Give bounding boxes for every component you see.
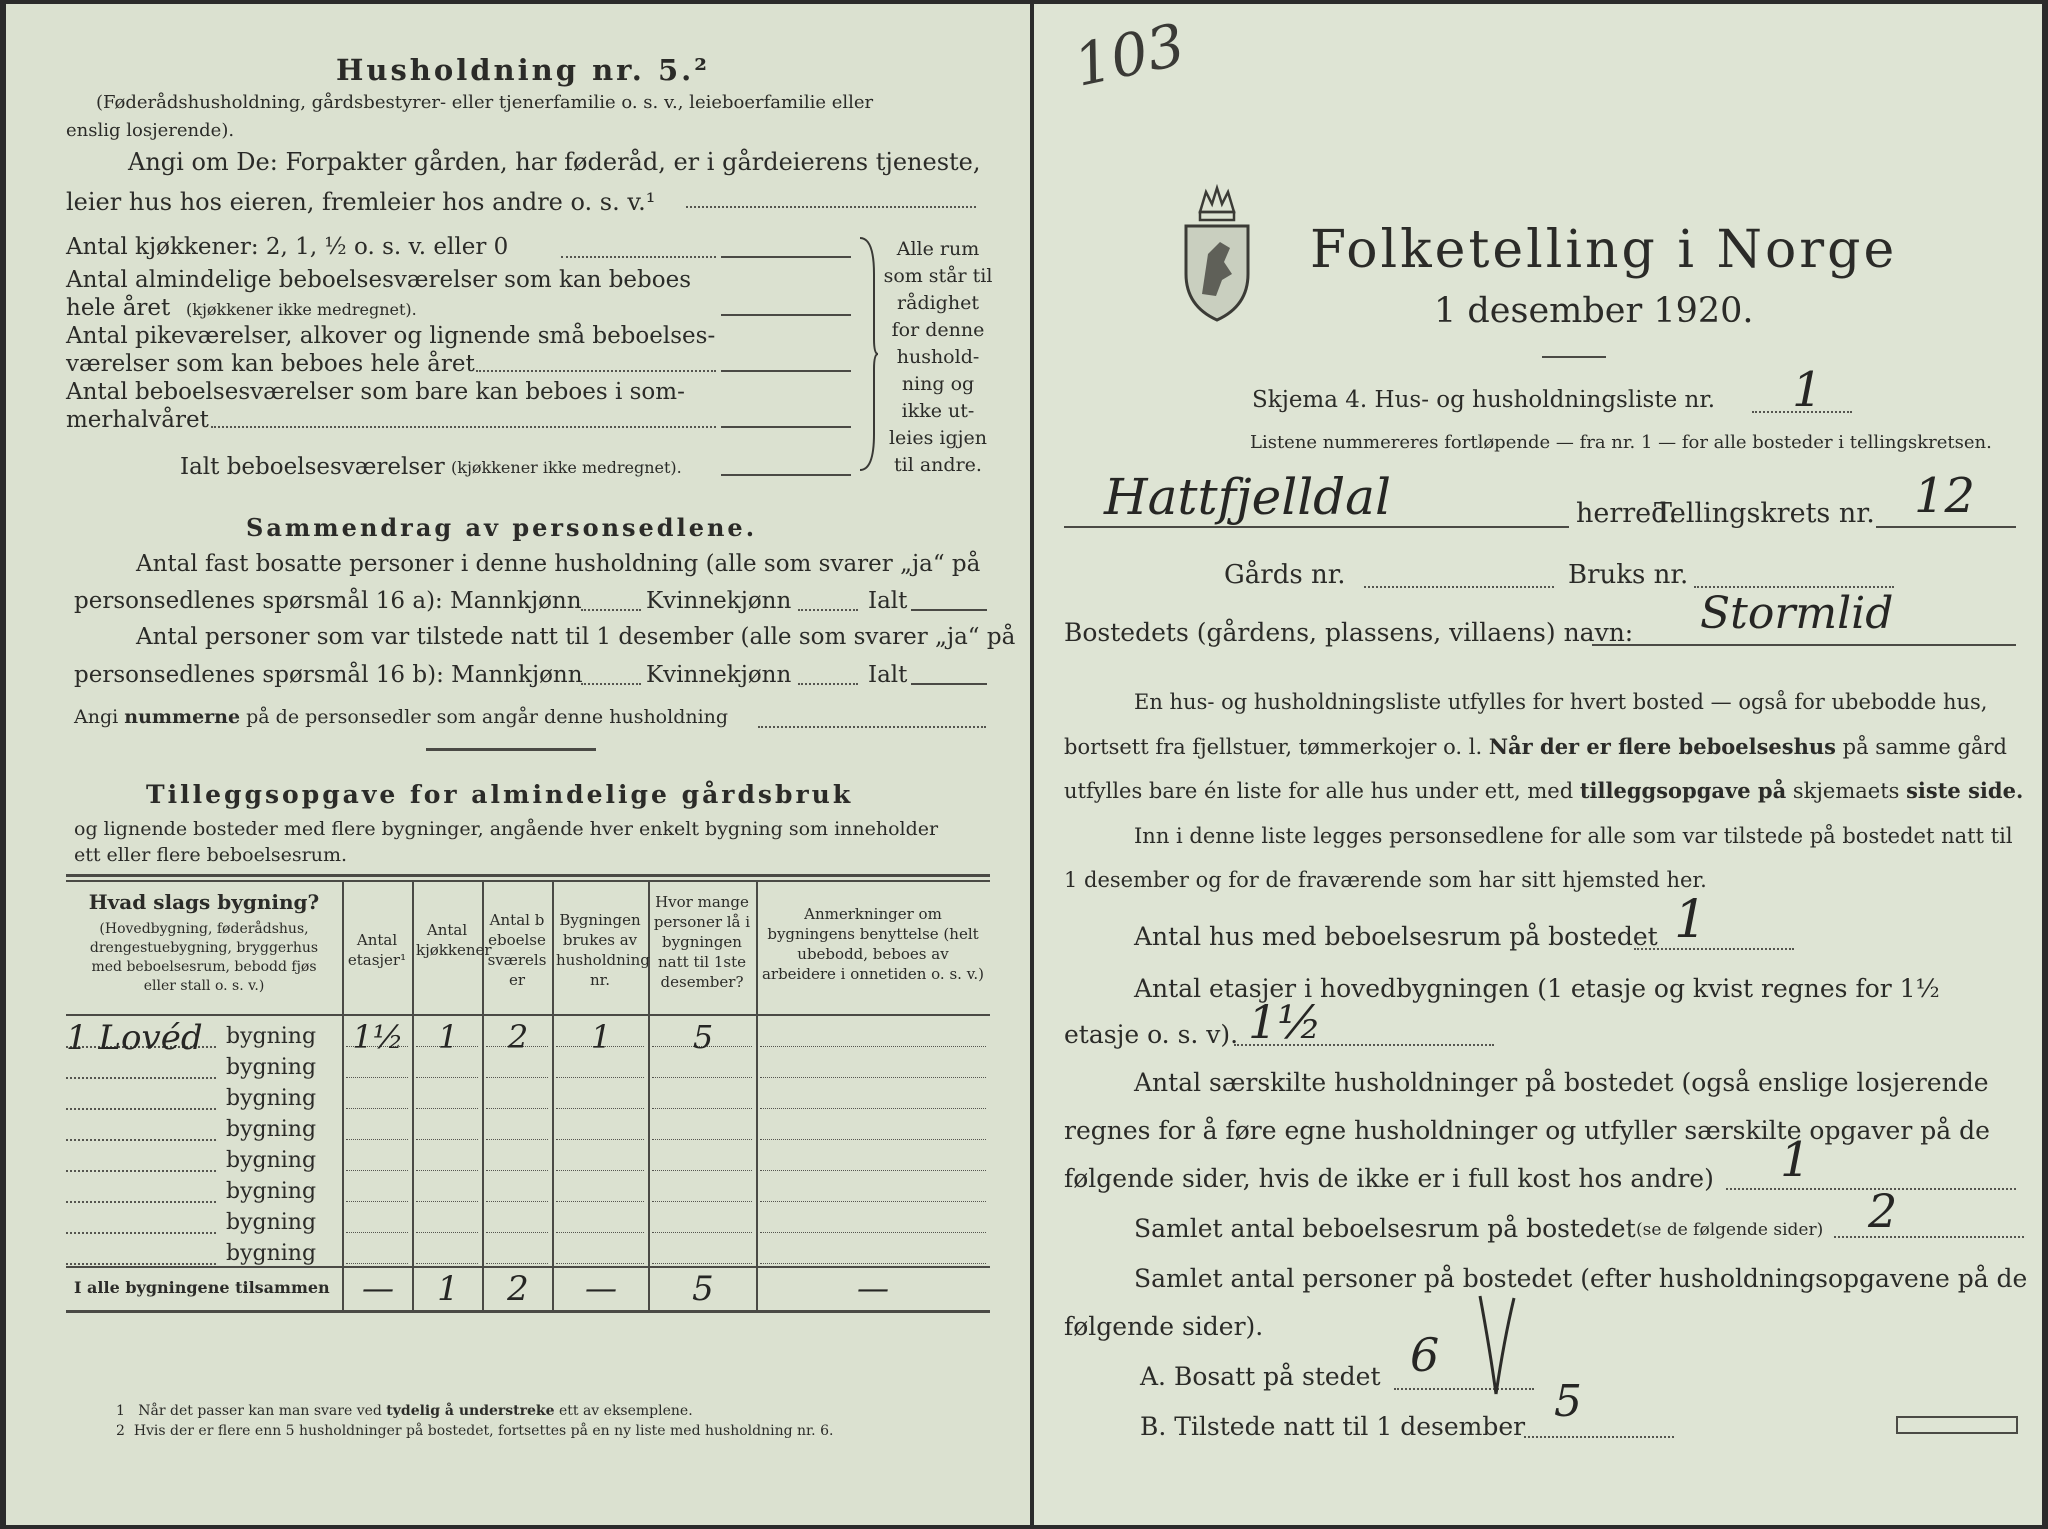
household-title: Husholdning nr. 5.² — [336, 53, 710, 87]
b-label: B. Tilstede natt til 1 desember — [1140, 1412, 1526, 1441]
sommer-answer[interactable] — [721, 426, 851, 428]
ialt-rooms-label: Ialt beboelsesværelser — [180, 454, 445, 480]
row-cell-answer[interactable] — [652, 1263, 752, 1264]
row1-beboelse-value[interactable]: 2 — [507, 1018, 529, 1056]
row-cell-answer[interactable] — [652, 1139, 752, 1140]
row-cell-answer[interactable] — [486, 1139, 548, 1140]
a-kvinne-label: Kvinnekjønn — [646, 588, 792, 614]
coat-of-arms-icon — [1180, 184, 1254, 324]
row-type-answer[interactable] — [66, 1139, 216, 1141]
rum-note: (se de følgende sider) — [1636, 1220, 1824, 1240]
info1-l2: bortsett fra fjellstuer, tømmerkojer o. l. Når der er flere beboelseshus på samme gård — [1064, 734, 2007, 759]
row-cell-answer[interactable] — [416, 1077, 478, 1078]
row1-personer-value[interactable]: 5 — [692, 1018, 714, 1056]
sammendrag-heading: Sammendrag av personsedlene. — [246, 513, 758, 542]
col-personer-header: Hvor mange personer lå i bygningen natt til 1ste desember? — [653, 893, 751, 991]
row-type-answer[interactable] — [66, 1170, 216, 1172]
total-kjokkener-value[interactable]: 1 — [437, 1269, 459, 1309]
row-cell-answer[interactable] — [416, 1108, 478, 1109]
a-label: A. Bosatt på stedet — [1140, 1362, 1381, 1391]
bracket-note-line: som står til — [883, 265, 993, 287]
pike-label: Antal pikeværelser, alkover og lignende små beboelses- — [66, 323, 716, 349]
col-rule — [412, 882, 414, 1312]
row-cell-answer[interactable] — [556, 1139, 644, 1140]
col-anmerk-header: Anmerkninger om bygningens benyttelse (helt ubebodd, beboes av arbeidere i onnetiden o. s. v.) — [761, 905, 985, 983]
tillegg-text-2: ett eller flere beboelsesrum. — [74, 844, 348, 866]
sammendrag-b-text-2: personsedlenes spørsmål 16 b): Mannkjønn — [74, 662, 583, 688]
row-cell-answer[interactable] — [556, 1108, 644, 1109]
info1-l3: utfylles bare én liste for alle hus under ett, med tilleggsopgave på skjemaets siste side. — [1064, 778, 2024, 803]
row-cell-answer[interactable] — [346, 1170, 408, 1171]
a-mann-answer[interactable] — [581, 609, 641, 611]
herred-label: herred. — [1576, 498, 1678, 529]
row-cell-answer[interactable] — [486, 1263, 548, 1264]
row-cell-answer[interactable] — [652, 1232, 752, 1233]
row-cell-answer[interactable] — [760, 1046, 986, 1047]
check-mark — [1474, 1290, 1524, 1400]
row-cell-answer[interactable] — [486, 1201, 548, 1202]
sammendrag-a-text: Antal fast bosatte personer i denne husholdning (alle som svarer „ja“ på — [136, 551, 981, 577]
a-value[interactable]: 6 — [1410, 1328, 1440, 1382]
sommer-label: Antal beboelsesværelser som bare kan beboes i som- — [66, 379, 685, 405]
kjokkener-dots — [561, 256, 716, 258]
row-cell-answer[interactable] — [346, 1139, 408, 1140]
table-total-rule — [66, 1266, 990, 1268]
divider — [426, 748, 596, 751]
col-rule — [648, 882, 650, 1312]
bracket-note-line: hushold- — [896, 346, 980, 368]
total-beboelse-value[interactable]: 2 — [507, 1269, 529, 1309]
bracket-note-line: for denne — [891, 319, 985, 341]
census-title: Folketelling i Norge — [1310, 220, 1898, 280]
row-cell-answer[interactable] — [760, 1232, 986, 1233]
herred-value[interactable]: Hattfjelldal — [1104, 468, 1391, 526]
row-cell-answer[interactable] — [486, 1170, 548, 1171]
row-cell-answer[interactable] — [760, 1077, 986, 1078]
total-etasjer-value[interactable]: — — [362, 1269, 394, 1307]
table-top-rule — [66, 874, 990, 877]
household-subtitle: (Føderådshusholdning, gårdsbestyrer- eller tjenerfamilie o. s. v., leieboerfamilie eller — [96, 92, 874, 113]
row-cell-answer[interactable] — [652, 1108, 752, 1109]
gards-label: Gårds nr. — [1224, 560, 1346, 590]
b-mann-answer[interactable] — [581, 683, 641, 685]
right-page — [1034, 4, 2042, 1525]
b-ialt-label: Ialt — [868, 662, 908, 688]
ialt-rooms-note: (kjøkkener ikke medregnet). — [451, 458, 682, 477]
row-cell-answer[interactable] — [486, 1077, 548, 1078]
skjema-label: Skjema 4. Hus- og husholdningsliste nr. — [1252, 387, 1716, 413]
row-cell-answer[interactable] — [416, 1170, 478, 1171]
hus-line — [1634, 948, 1794, 950]
rum-value[interactable]: 2 — [1868, 1184, 1898, 1238]
hus-value[interactable]: 1 — [1674, 890, 1708, 950]
row-cell-answer[interactable] — [486, 1108, 548, 1109]
total-brukes-value[interactable]: — — [585, 1269, 617, 1307]
skjema-value[interactable]: 1 — [1792, 362, 1823, 418]
pers-label: Samlet antal personer på bostedet (efter husholdningsopgavene på de — [1134, 1264, 2028, 1293]
col-beboelse-header: Antal beboelsesværelser — [487, 911, 547, 989]
bracket-note-line: rådighet — [897, 292, 979, 314]
row-bygning-label: bygning — [226, 1210, 317, 1235]
info1-l1: En hus- og husholdningsliste utfylles for hvert bosted — også for ubebodde hus, — [1134, 690, 1988, 714]
row1-brukes-value[interactable]: 1 — [590, 1018, 612, 1056]
title-rule — [1542, 356, 1606, 358]
row-cell-answer[interactable] — [760, 1170, 986, 1171]
listene-note: Listene nummereres fortløpende — fra nr. 1 — for alle bosteder i tellingskretsen. — [1250, 432, 1992, 453]
row-type-answer[interactable] — [66, 1263, 216, 1265]
row-cell-answer[interactable] — [346, 1108, 408, 1109]
a-kvinne-answer[interactable] — [798, 609, 858, 611]
sammendrag-a-text-2: personsedlenes spørsmål 16 a): Mannkjønn — [74, 588, 582, 614]
col-type-note: (Hovedbygning, føderådshus, drengestuebygning, bryggerhus med beboelsesrum, bebodd fjøs eller stall o. s. v.) — [89, 921, 319, 994]
census-date: 1 desember 1920. — [1434, 291, 1754, 331]
nummerne-answer[interactable] — [758, 726, 986, 728]
hush-value[interactable]: 1 — [1780, 1132, 1811, 1188]
row-cell-answer[interactable] — [556, 1263, 644, 1264]
row-cell-answer[interactable] — [346, 1201, 408, 1202]
row-type-answer[interactable] — [66, 1201, 216, 1203]
row-bygning-label: bygning — [226, 1179, 317, 1204]
bracket-note-line: til andre. — [894, 454, 982, 476]
bosted-label: Bostedets (gårdens, plassens, villaens) navn: — [1064, 618, 1634, 647]
row-cell-answer[interactable] — [416, 1201, 478, 1202]
nummerne-text: Angi nummerne på de personsedler som angår denne husholdning — [74, 706, 729, 728]
row-cell-answer[interactable] — [346, 1263, 408, 1264]
angi-text-2: leier hus hos eieren, fremleier hos andre o. s. v.¹ — [66, 188, 656, 216]
bracket-note-line: ikke ut- — [901, 400, 975, 422]
rum-label: Samlet antal beboelsesrum på bostedet — [1134, 1214, 1636, 1243]
tillegg-heading: Tilleggsopgave for almindelige gårdsbruk — [146, 780, 854, 809]
bracket-note-line: ning og — [901, 373, 975, 395]
bosted-line — [1592, 644, 2016, 646]
b-value[interactable]: 5 — [1554, 1376, 1582, 1427]
printer-stamp — [1896, 1416, 2018, 1434]
row-cell-answer[interactable] — [346, 1077, 408, 1078]
a-ialt-answer[interactable] — [911, 609, 987, 611]
col-kjokkener-header: Antal kjøkkener — [416, 921, 492, 959]
etasjer-label-2: etasje o. s. v). — [1064, 1020, 1239, 1049]
kjokkener-label: Antal kjøkkener: 2, 1, ½ o. s. v. eller 0 — [66, 234, 509, 260]
b-ialt-answer[interactable] — [911, 683, 987, 685]
row-bygning-label: bygning — [226, 1055, 317, 1080]
col-rule — [756, 882, 758, 1312]
pike-answer[interactable] — [721, 370, 851, 372]
alm-label-2: hele året — [66, 295, 171, 321]
footnote-2: 2 Hvis der er flere enn 5 husholdninger på bostedet, fortsettes på en ny liste med husholdning nr. 6. — [116, 1423, 834, 1439]
info2-l2: 1 desember og for de fraværende som har sitt hjemsted her. — [1064, 868, 1707, 892]
total-label: I alle bygningene tilsammen — [74, 1278, 330, 1297]
rooms-bracket — [856, 234, 880, 474]
sommer-label-2: merhalvåret — [66, 407, 209, 433]
b-line — [1524, 1436, 1674, 1438]
left-page — [6, 4, 1030, 1525]
bracket-note-line: leies igjen — [888, 427, 988, 449]
hush-label-3: følgende sider, hvis de ikke er i full kost hos andre) — [1064, 1164, 1714, 1193]
rum-line — [1834, 1236, 2024, 1238]
row1-type-value[interactable]: 1 Lovéd — [66, 1018, 203, 1058]
row-cell-answer[interactable] — [486, 1232, 548, 1233]
row-cell-answer[interactable] — [760, 1263, 986, 1264]
sommer-dots — [211, 426, 716, 428]
row-cell-answer[interactable] — [416, 1139, 478, 1140]
table-header-rule — [66, 1014, 990, 1016]
alm-label: Antal almindelige beboelsesværelser som kan beboes — [66, 267, 692, 293]
row-cell-answer[interactable] — [556, 1077, 644, 1078]
row-cell-answer[interactable] — [556, 1201, 644, 1202]
alm-answer[interactable] — [721, 314, 851, 316]
gards-answer[interactable] — [1364, 586, 1554, 588]
tillegg-text: og lignende bosteder med flere bygninger, angående hver enkelt bygning som inneholder — [74, 818, 939, 840]
row1-kjokkener-value[interactable]: 1 — [437, 1018, 459, 1056]
krets-label: Tellingskrets nr. — [1654, 498, 1875, 529]
table-top-rule-2 — [66, 880, 990, 882]
col-rule — [552, 882, 554, 1312]
footnote-1: 1 Når det passer kan man svare ved tydelig å understreke ett av eksemplene. — [116, 1403, 693, 1419]
total-personer-value[interactable]: 5 — [692, 1269, 714, 1309]
total-anmerk-value[interactable]: — — [857, 1269, 889, 1307]
row-cell-answer[interactable] — [556, 1232, 644, 1233]
building-table — [66, 874, 990, 1314]
row-bygning-label: bygning — [226, 1117, 317, 1142]
row-cell-answer[interactable] — [652, 1201, 752, 1202]
ialt-rooms-answer[interactable] — [721, 474, 851, 476]
row-cell-answer[interactable] — [652, 1077, 752, 1078]
bruks-label: Bruks nr. — [1568, 560, 1689, 590]
col-rule — [342, 882, 344, 1312]
row-type-answer[interactable] — [66, 1108, 216, 1110]
b-kvinne-answer[interactable] — [798, 683, 858, 685]
row-cell-answer[interactable] — [760, 1108, 986, 1109]
household-subtitle-2: enslig losjerende). — [66, 120, 235, 141]
row-bygning-label: bygning — [226, 1086, 317, 1111]
row-type-answer[interactable] — [66, 1077, 216, 1079]
row-cell-answer[interactable] — [346, 1232, 408, 1233]
a-ialt-label: Ialt — [868, 588, 908, 614]
pike-dots — [476, 370, 716, 372]
row-cell-answer[interactable] — [760, 1201, 986, 1202]
kjokkener-answer[interactable] — [721, 256, 851, 258]
row-bygning-label: bygning — [226, 1024, 317, 1049]
hus-label: Antal hus med beboelsesrum på bostedet — [1134, 922, 1658, 951]
col-type-header: Hvad slags bygning? — [88, 890, 320, 914]
herred-line — [1064, 526, 1569, 528]
hush-label: Antal særskilte husholdninger på bostedet (også enslige losjerende — [1134, 1068, 1989, 1097]
col-etasjer-header: Antal etasjer¹ — [347, 931, 407, 969]
bracket-note — [878, 236, 998, 479]
info2-l1: Inn i denne liste legges personsedlene for alle som var tilstede på bostedet natt til — [1134, 824, 2013, 848]
krets-value[interactable]: 12 — [1914, 468, 1976, 524]
row-bygning-label: bygning — [226, 1241, 317, 1266]
col-brukes-header: Bygningen brukes av husholdning nr. — [556, 911, 650, 989]
table-bottom-rule — [66, 1310, 990, 1313]
bosted-value[interactable]: Stormlid — [1700, 588, 1894, 639]
angi-text: Angi om De: Forpakter gården, har føderåd, er i gårdeierens tjeneste, — [128, 148, 981, 176]
alm-note: (kjøkkener ikke medregnet). — [186, 300, 417, 319]
row-cell-answer[interactable] — [556, 1170, 644, 1171]
sammendrag-b-text: Antal personer som var tilstede natt til 1 desember (alle som svarer „ja“ på — [136, 624, 1016, 650]
row1-etasjer-value[interactable]: 1½ — [352, 1018, 404, 1056]
row-cell-answer[interactable] — [652, 1170, 752, 1171]
margin-note: 103 — [1068, 10, 1191, 100]
krets-line — [1876, 526, 2016, 528]
row-cell-answer[interactable] — [416, 1232, 478, 1233]
row-bygning-label: bygning — [226, 1148, 317, 1173]
etasjer-value[interactable]: 1½ — [1248, 995, 1322, 1049]
hush-label-2: regnes for å føre egne husholdninger og utfyller særskilte opgaver på de — [1064, 1116, 1990, 1145]
row-cell-answer[interactable] — [760, 1139, 986, 1140]
angi-answer-line[interactable] — [686, 206, 976, 208]
row-type-answer[interactable] — [66, 1232, 216, 1234]
pike-label-2: værelser som kan beboes hele året — [66, 351, 475, 377]
pers-label-2: følgende sider). — [1064, 1312, 1264, 1341]
row-cell-answer[interactable] — [416, 1263, 478, 1264]
b-kvinne-label: Kvinnekjønn — [646, 662, 792, 688]
bracket-note-line: Alle rum — [896, 238, 980, 260]
etasjer-label: Antal etasjer i hovedbygningen (1 etasje og kvist regnes for 1½ — [1134, 974, 1940, 1003]
